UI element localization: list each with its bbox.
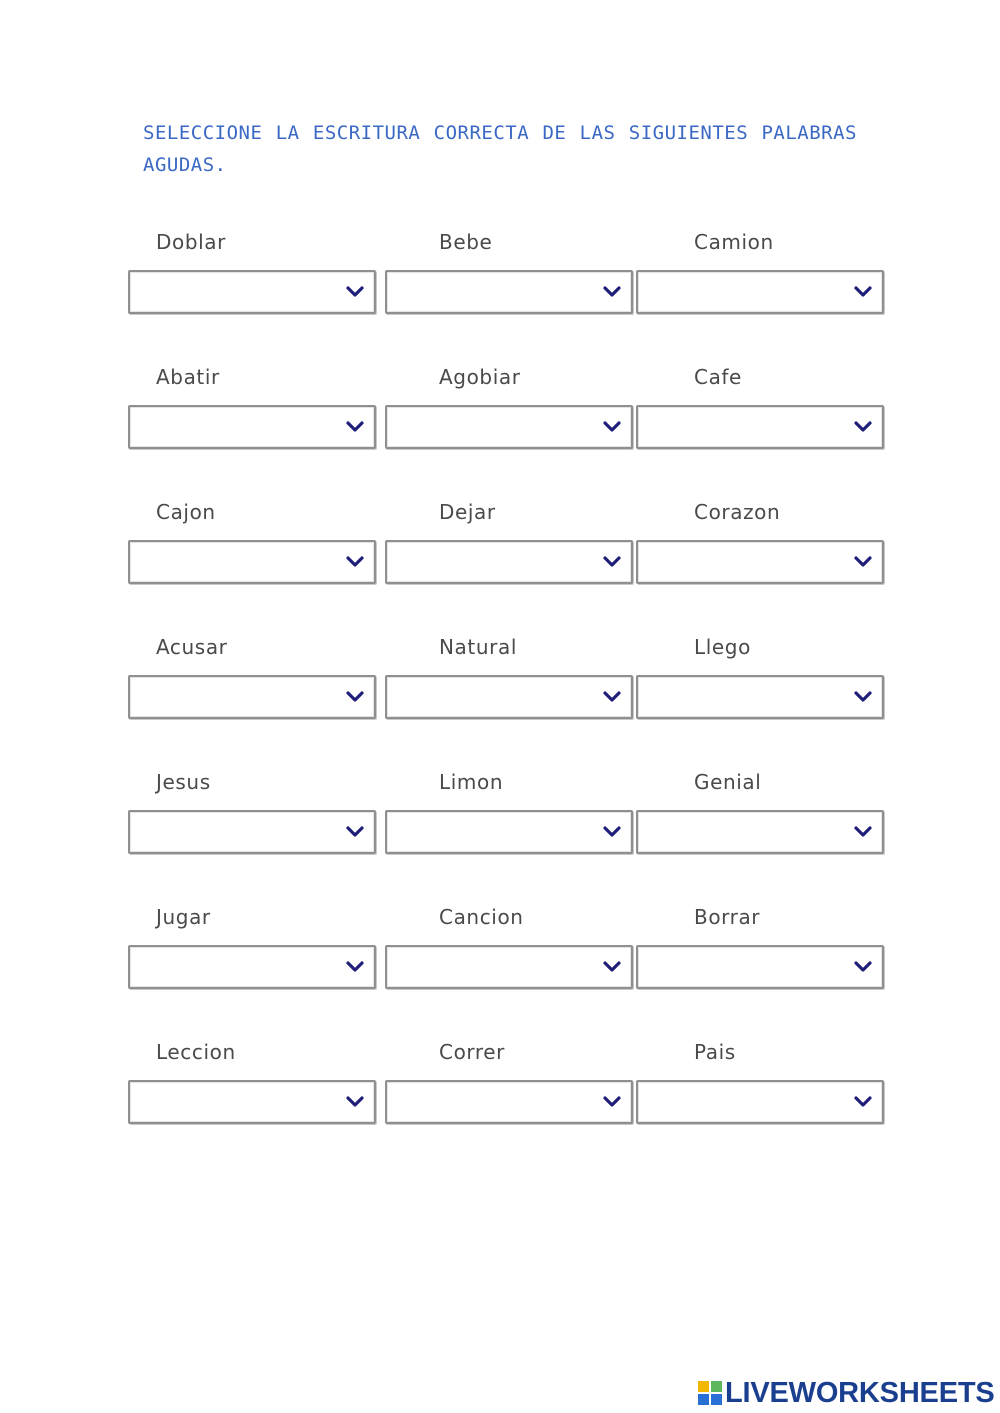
word-item [128, 897, 376, 937]
chevron-down-icon [344, 820, 366, 842]
word-row [128, 627, 888, 762]
word-label: Doblar [156, 230, 226, 254]
word-label: Genial [694, 770, 762, 794]
answer-dropdown[interactable] [636, 1080, 884, 1124]
chevron-down-icon [601, 955, 623, 977]
word-label: Pais [694, 1040, 736, 1064]
answer-dropdown[interactable] [636, 540, 884, 584]
answer-dropdown[interactable] [636, 810, 884, 854]
chevron-down-icon [601, 415, 623, 437]
answer-dropdown[interactable] [128, 945, 376, 989]
answer-dropdown[interactable] [385, 675, 633, 719]
chevron-down-icon [601, 1090, 623, 1112]
word-item [636, 222, 884, 262]
word-label: Cancion [439, 905, 524, 929]
chevron-down-icon [601, 280, 623, 302]
answer-dropdown[interactable] [385, 405, 633, 449]
word-item [385, 1032, 633, 1072]
word-item [128, 762, 376, 802]
word-label: Cajon [156, 500, 216, 524]
word-item [636, 492, 884, 532]
answer-dropdown[interactable] [128, 540, 376, 584]
word-label: Leccion [156, 1040, 236, 1064]
answer-dropdown[interactable] [128, 1080, 376, 1124]
word-label: Cafe [694, 365, 742, 389]
word-item [128, 492, 376, 532]
chevron-down-icon [344, 550, 366, 572]
answer-dropdown[interactable] [636, 945, 884, 989]
word-item [128, 627, 376, 667]
word-item [636, 357, 884, 397]
liveworksheets-logo[interactable] [698, 1375, 995, 1411]
answer-dropdown[interactable] [636, 405, 884, 449]
chevron-down-icon [601, 550, 623, 572]
answer-dropdown[interactable] [128, 675, 376, 719]
answer-dropdown[interactable] [128, 270, 376, 314]
word-row [128, 762, 888, 897]
word-label: Abatir [156, 365, 220, 389]
word-item [385, 627, 633, 667]
word-item [636, 627, 884, 667]
chevron-down-icon [852, 550, 874, 572]
answer-dropdown[interactable] [385, 810, 633, 854]
word-item [636, 897, 884, 937]
chevron-down-icon [852, 415, 874, 437]
word-item [128, 1032, 376, 1072]
word-item [636, 1032, 884, 1072]
instructions-text: SELECCIONE LA ESCRITURA CORRECTA DE LAS SIGUIENTES PALABRAS AGUDAS. [143, 122, 857, 176]
answer-dropdown[interactable] [385, 540, 633, 584]
word-item [636, 762, 884, 802]
word-label: Limon [439, 770, 504, 794]
word-label: Corazon [694, 500, 781, 524]
words-grid [128, 222, 888, 1167]
word-item [385, 357, 633, 397]
word-label: Borrar [694, 905, 761, 929]
word-item [128, 357, 376, 397]
word-item [385, 222, 633, 262]
word-row [128, 897, 888, 1032]
answer-dropdown[interactable] [385, 945, 633, 989]
word-item [385, 762, 633, 802]
answer-dropdown[interactable] [385, 270, 633, 314]
chevron-down-icon [601, 820, 623, 842]
chevron-down-icon [344, 280, 366, 302]
word-label: Jesus [156, 770, 211, 794]
chevron-down-icon [852, 280, 874, 302]
word-item [385, 492, 633, 532]
word-label: Bebe [439, 230, 493, 254]
word-label: Acusar [156, 635, 228, 659]
word-label: Agobiar [439, 365, 521, 389]
answer-dropdown[interactable] [636, 675, 884, 719]
word-label: Correr [439, 1040, 505, 1064]
word-item [385, 897, 633, 937]
word-label: Camion [694, 230, 774, 254]
word-item [128, 222, 376, 262]
chevron-down-icon [344, 955, 366, 977]
word-row [128, 357, 888, 492]
chevron-down-icon [344, 1090, 366, 1112]
chevron-down-icon [344, 415, 366, 437]
chevron-down-icon [852, 1090, 874, 1112]
chevron-down-icon [344, 685, 366, 707]
word-label: Jugar [156, 905, 211, 929]
liveworksheets-logo-icon [698, 1381, 722, 1405]
chevron-down-icon [852, 820, 874, 842]
answer-dropdown[interactable] [636, 270, 884, 314]
answer-dropdown[interactable] [128, 810, 376, 854]
answer-dropdown[interactable] [385, 1080, 633, 1124]
word-row [128, 492, 888, 627]
word-row [128, 1032, 888, 1167]
word-label: Natural [439, 635, 517, 659]
brand-name: LIVEWORKSHEETS [725, 1376, 995, 1409]
word-row [128, 222, 888, 357]
answer-dropdown[interactable] [128, 405, 376, 449]
word-label: Llego [694, 635, 751, 659]
chevron-down-icon [601, 685, 623, 707]
chevron-down-icon [852, 955, 874, 977]
chevron-down-icon [852, 685, 874, 707]
word-label: Dejar [439, 500, 496, 524]
